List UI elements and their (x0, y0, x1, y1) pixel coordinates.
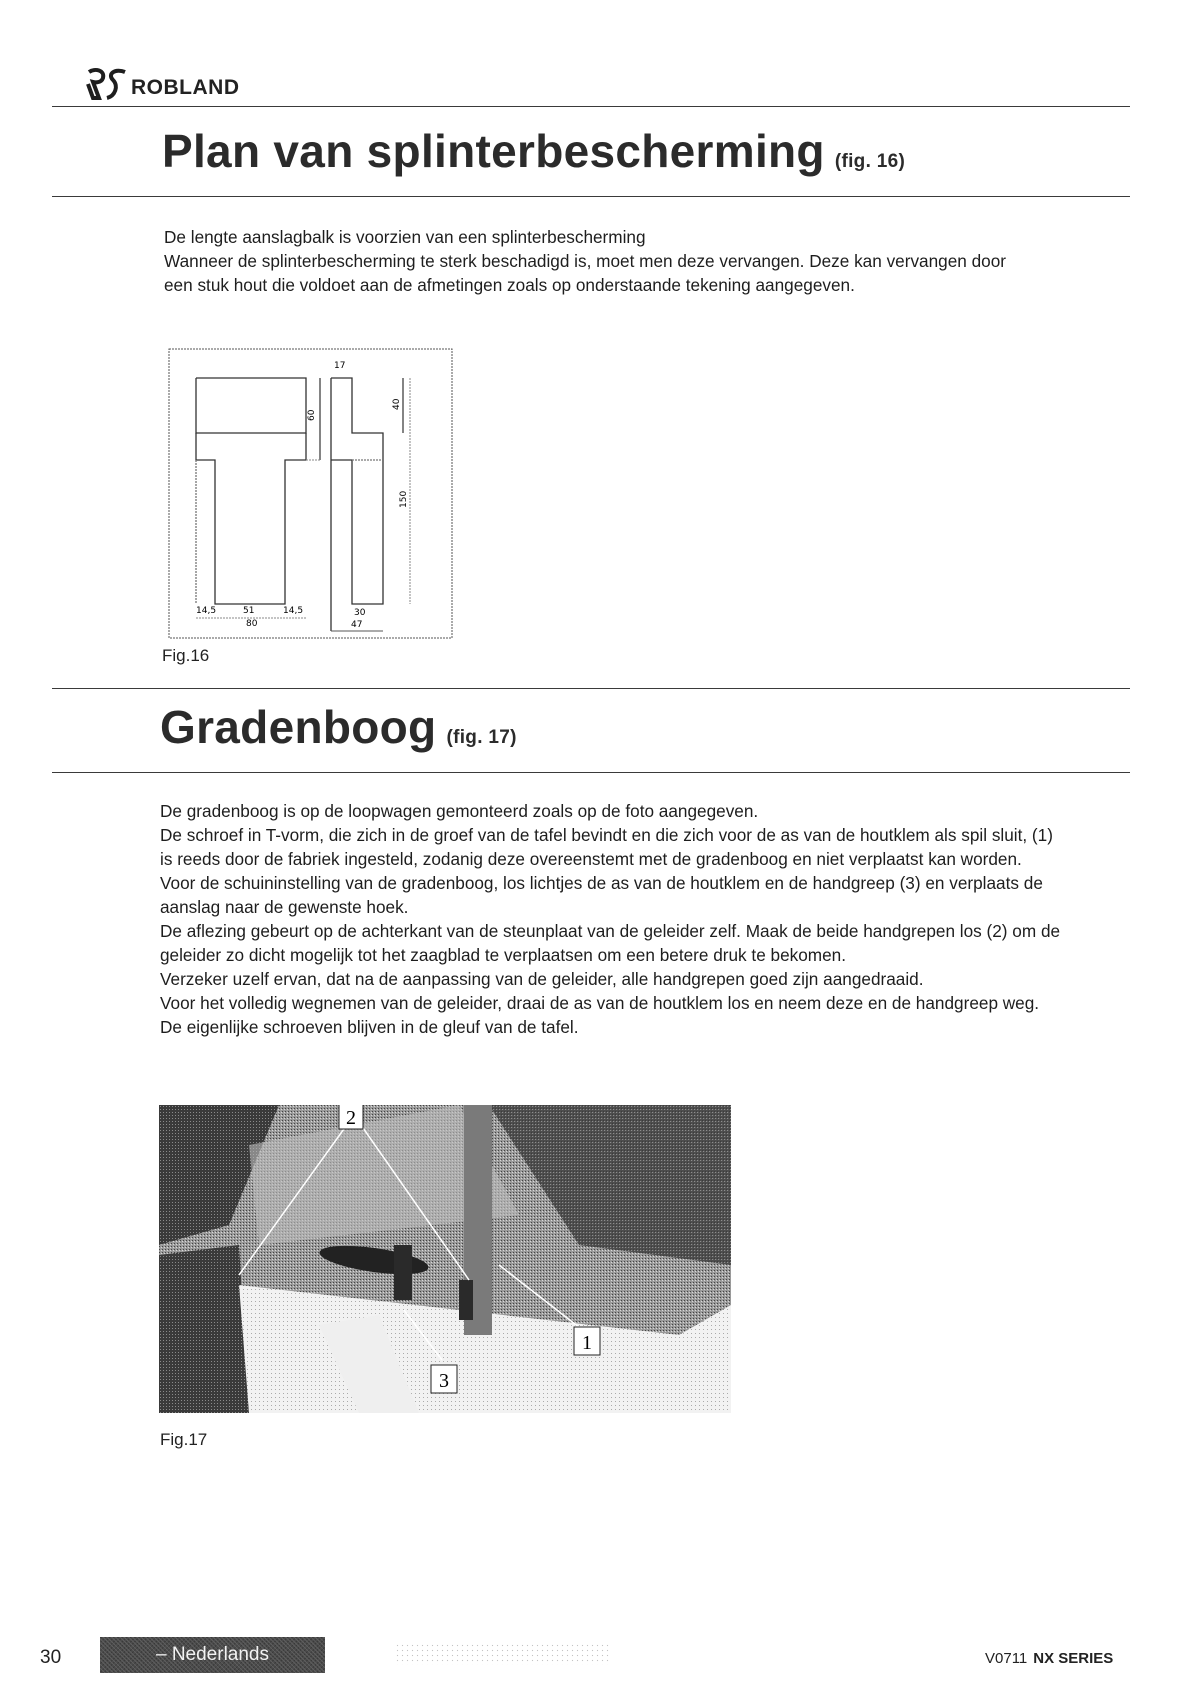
header-divider (52, 106, 1130, 107)
page-number: 30 (40, 1647, 62, 1668)
paragraph: De gradenboog is op de loopwagen gemonteerd zoals op de foto aangegeven. (160, 801, 759, 821)
paragraph: Voor het volledig wegnemen van de geleider, draai de as van de houtklem los en neem deze en de handgreep weg. De eigenlijke schroeven blijven in de gleuf van de tafel. (160, 993, 1040, 1037)
section-title-text: Gradenboog (160, 701, 437, 753)
dim-side-total: 47 (351, 620, 363, 630)
paragraph: De schroef in T-vorm, die zich in de groef van de tafel bevindt en die zich voor de as van de houtklem als spil sluit, (1) is reeds door de fabriek ingesteld, zodanig deze overeenstemt met de gradenboog en niet verplaatst kan worden. (160, 825, 1053, 869)
dim-height-front: 60 (307, 409, 317, 421)
section-title-splinterbescherming (162, 124, 905, 178)
footer-version (985, 1650, 1113, 1667)
section1-body (164, 225, 1024, 297)
dim-top-lip: 17 (334, 361, 346, 371)
section2-body (160, 799, 1065, 1039)
language-tab (100, 1637, 325, 1673)
figure-reference: (fig. 17) (446, 727, 517, 748)
figure-caption-17: Fig.17 (160, 1430, 208, 1449)
section-divider (52, 196, 1130, 197)
section-divider (52, 688, 1130, 689)
dim-side-web: 30 (354, 608, 366, 618)
brand-name: ROBLAND (131, 76, 240, 99)
dim-right-flange: 14,5 (283, 606, 304, 616)
section-title-gradenboog (160, 700, 517, 754)
callout-2 (339, 1105, 363, 1129)
front-view-profile (196, 378, 306, 604)
paragraph: Voor de schuininstelling van de gradenboog, los lichtjes de as van de houtklem en de handgreep (3) en verplaats de aanslag naar de gewenste hoek. (160, 873, 1043, 917)
paragraph: De lengte aanslagbalk is voorzien van een splinterbescherming (164, 227, 646, 247)
svg-text:1: 1 (582, 1332, 592, 1354)
callout-3 (431, 1365, 457, 1393)
decorative-speckle (395, 1643, 610, 1665)
svg-text:2: 2 (346, 1107, 356, 1129)
svg-text:3: 3 (439, 1370, 449, 1392)
series-name: NX SERIES (1033, 1650, 1114, 1667)
dim-left-flange: 14,5 (196, 606, 217, 616)
paragraph: Verzeker uzelf ervan, dat na de aanpassing van de geleider, alle handgrepen goed zijn aangedraaid. (160, 969, 924, 989)
robland-rs-logo-icon (85, 66, 129, 102)
dim-height-side-upper: 40 (392, 398, 402, 410)
photo-mitre-gauge (159, 1105, 731, 1413)
dim-center: 51 (243, 606, 255, 616)
callout-1 (574, 1327, 600, 1355)
section-divider (52, 772, 1130, 773)
figure-reference: (fig. 16) (834, 151, 906, 172)
dim-height-total: 150 (399, 490, 409, 508)
language-label: – Nederlands (155, 1644, 270, 1665)
brand-logo (85, 60, 240, 102)
figure-caption-16: Fig.16 (162, 646, 210, 665)
dim-total-width: 80 (246, 619, 258, 629)
version-code: V0711 (985, 1650, 1028, 1667)
section-title-text: Plan van splinterbescherming (162, 125, 825, 177)
paragraph: De aflezing gebeurt op de achterkant van de steunplaat van de geleider zelf. Maak de beide handgrepen los (2) om de geleider zo dicht mogelijk tot het zaagblad te verplaatsen om een betere druk te bekomen. (160, 921, 1061, 965)
paragraph: Wanneer de splinterbescherming te sterk beschadigd is, moet men deze vervangen. Deze kan vervangen door een stuk hout die voldoet aan de afmetingen zoals op onderstaande tekening aangegeven. (164, 251, 1007, 295)
side-view-profile (331, 378, 383, 631)
technical-drawing-splinter-guard (168, 348, 454, 640)
